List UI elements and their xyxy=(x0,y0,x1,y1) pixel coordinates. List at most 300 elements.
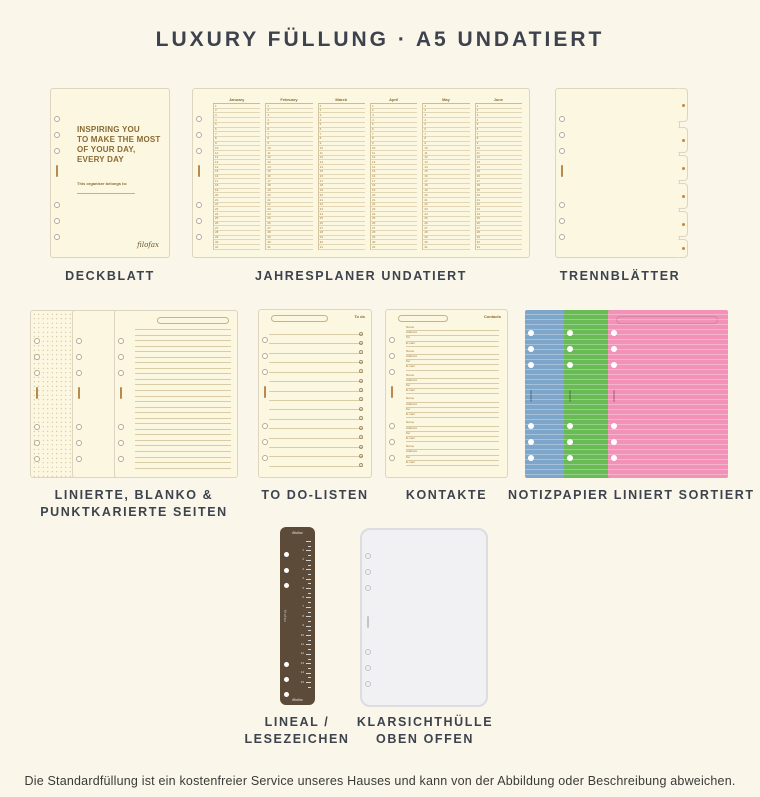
planner-day-number: 9 xyxy=(215,141,217,146)
ruler-number: 7 xyxy=(302,604,304,609)
ruled-line xyxy=(135,357,231,358)
planner-day-number: 22 xyxy=(424,202,428,207)
caption-trennblaetter: TRENNBLÄTTER xyxy=(559,269,681,283)
binder-hole xyxy=(528,423,534,429)
ruler-number: 14 xyxy=(300,670,304,675)
filofax-logo: filofax xyxy=(292,697,303,702)
ruled-line xyxy=(135,362,231,363)
planner-day-number: 11 xyxy=(371,150,376,155)
planner-day-number: 16 xyxy=(371,174,376,179)
binder-hole xyxy=(559,218,565,224)
binder-hole xyxy=(54,148,60,154)
planner-day-number: 25 xyxy=(319,216,323,221)
planner-day-number: 8 xyxy=(319,136,322,141)
contact-field-label: Tel xyxy=(406,406,410,411)
ruled-line xyxy=(135,335,231,336)
planner-day-number: 9 xyxy=(476,141,479,146)
planner-day-number: 3 xyxy=(424,112,426,117)
binder-hole xyxy=(567,362,573,368)
planner-day-number: 23 xyxy=(424,206,428,211)
binder-hole xyxy=(284,583,289,588)
ruled-line xyxy=(135,390,231,391)
ruled-line xyxy=(135,412,231,413)
contact-field-label: Name xyxy=(406,444,415,449)
planner-day-number: 27 xyxy=(476,225,480,230)
binder-hole xyxy=(54,132,60,138)
planner-day-number: 25 xyxy=(267,216,271,221)
planner-day-number: 29 xyxy=(319,235,323,240)
ruler-number: 3 xyxy=(302,566,304,571)
planner-month-header: June xyxy=(475,96,522,104)
ruled-line xyxy=(135,368,231,369)
planner-day-number: 30 xyxy=(267,239,271,244)
ruled-line xyxy=(135,451,231,452)
planner-day-number: 25 xyxy=(215,216,219,221)
contact-group xyxy=(406,445,499,469)
planner-rows xyxy=(475,104,522,250)
binder-hole xyxy=(262,423,268,429)
planner-day-number: 12 xyxy=(476,155,480,160)
ruler-number: 12 xyxy=(300,651,304,656)
ruled-line xyxy=(135,418,231,419)
planner-day-number: 27 xyxy=(215,225,219,230)
planner-day-number: 19 xyxy=(371,188,376,193)
planner-day-number: 21 xyxy=(476,197,480,202)
todo-check-circle xyxy=(359,388,363,392)
caption-line: LINIERTE, BLANKO & xyxy=(54,488,214,502)
binder-hole xyxy=(284,692,289,697)
ruled-line xyxy=(135,351,231,352)
spacer-dash xyxy=(198,165,200,177)
planner-month-column xyxy=(475,96,522,250)
planner-day-number: 22 xyxy=(319,202,323,207)
divider-tab xyxy=(678,127,688,153)
planner-day-row xyxy=(319,245,365,250)
binder-hole xyxy=(389,439,395,445)
binder-hole xyxy=(559,132,565,138)
planner-day-number: 20 xyxy=(319,192,323,197)
tab-dot xyxy=(682,195,685,198)
planner-day-number: 7 xyxy=(424,131,426,136)
planner-day-row xyxy=(266,245,312,250)
planner-day-number: 26 xyxy=(424,221,428,226)
contact-group xyxy=(406,326,499,350)
planner-day-number: 3 xyxy=(319,112,322,117)
planner-day-number: 2 xyxy=(215,108,217,113)
quote-line: TO MAKE THE MOST xyxy=(77,135,161,144)
planner-day-number: 12 xyxy=(215,155,219,160)
ruler-number: 10 xyxy=(300,632,304,637)
contact-group xyxy=(406,421,499,445)
owner-line: This organiser belongs to: xyxy=(77,181,128,186)
ruler-tick xyxy=(308,668,311,669)
planner-day-number: 26 xyxy=(371,221,376,226)
tab-dot xyxy=(682,139,685,142)
planner-day-number: 17 xyxy=(371,178,376,183)
binder-hole xyxy=(118,424,124,430)
planner-month-column xyxy=(422,96,469,250)
planner-day-number: 20 xyxy=(267,192,271,197)
planner-day-number: 27 xyxy=(424,225,428,230)
todo-line xyxy=(269,466,363,467)
filofax-logo: filofax xyxy=(292,530,303,535)
quote-line: EVERY DAY xyxy=(77,155,124,164)
planner-day-number: 11 xyxy=(267,150,271,155)
binder-hole xyxy=(611,362,617,368)
todo-line xyxy=(269,456,363,457)
page-title: LUXURY FÜLLUNG · A5 UNDATIERT xyxy=(155,28,605,51)
planner-day-number: 14 xyxy=(476,164,480,169)
planner-day-number: 12 xyxy=(267,155,271,160)
divider-tab xyxy=(678,211,688,237)
todo-line xyxy=(269,372,363,373)
planner-day-number: 21 xyxy=(371,197,376,202)
planner-day-number: 25 xyxy=(476,216,480,221)
planner-day-number: 23 xyxy=(371,206,376,211)
planner-day-number: 28 xyxy=(371,230,376,235)
planner-day-number: 19 xyxy=(424,188,428,193)
ruler-tick xyxy=(306,654,311,655)
planner-rows xyxy=(370,104,417,250)
ruler-tick xyxy=(308,583,311,584)
binder-hole xyxy=(34,424,40,430)
todo-check-circle xyxy=(359,454,363,458)
ruler-tick xyxy=(306,663,311,664)
binder-hole xyxy=(528,362,534,368)
ruler-tick xyxy=(306,626,311,627)
planner-day-number: 30 xyxy=(215,239,219,244)
planner-day-number: 2 xyxy=(319,108,322,113)
planner-day-row xyxy=(371,245,417,250)
todo-line xyxy=(269,438,363,439)
todo-check-circle xyxy=(359,426,363,430)
todo-line xyxy=(269,362,363,363)
planner-day-number: 24 xyxy=(476,211,480,216)
ruled-line xyxy=(135,407,231,408)
todo-check-circle xyxy=(359,360,363,364)
caption-line: LESEZEICHEN xyxy=(244,732,350,746)
planner-day-number: 17 xyxy=(319,178,323,183)
planner-day-number: 13 xyxy=(267,159,271,164)
planner-day-number: 30 xyxy=(319,239,323,244)
planner-day-number: 3 xyxy=(267,112,269,117)
planner-day-number: 15 xyxy=(319,169,323,174)
contact-row xyxy=(406,365,499,370)
tab-dot xyxy=(682,223,685,226)
contact-field-label: Name xyxy=(406,325,415,329)
planner-day-number: 4 xyxy=(319,117,322,122)
filofax-logo: filofax xyxy=(283,609,287,623)
todo-check-circle xyxy=(359,435,363,439)
ruled-line xyxy=(135,401,231,402)
planner-day-number: 6 xyxy=(424,127,426,132)
ruler-tick xyxy=(308,555,311,556)
planner-day-number: 14 xyxy=(215,164,219,169)
planner-day-number: 15 xyxy=(476,169,480,174)
binder-hole xyxy=(365,681,371,687)
contact-row xyxy=(406,437,499,442)
spacer-dash xyxy=(530,390,532,402)
binder-hole xyxy=(365,553,371,559)
binder-hole xyxy=(76,456,82,462)
contact-field-label: E-mail xyxy=(406,364,415,369)
contact-field-label: Tel xyxy=(406,430,410,435)
planner-month-header: May xyxy=(422,96,469,104)
spacer-dash xyxy=(56,165,58,177)
contact-field-label: Name xyxy=(406,396,415,401)
planner-day-number: 15 xyxy=(371,169,376,174)
planner-day-number: 21 xyxy=(319,197,323,202)
binder-hole xyxy=(284,552,289,557)
planner-day-number: 5 xyxy=(215,122,217,127)
planner-day-number: 31 xyxy=(424,244,428,249)
title-oval xyxy=(271,315,328,322)
ruled-line xyxy=(135,329,231,330)
divider-tab xyxy=(678,239,688,258)
spacer-dash xyxy=(569,390,571,402)
planner-rows xyxy=(265,104,312,250)
planner-day-number: 20 xyxy=(371,192,376,197)
binder-hole xyxy=(365,569,371,575)
planner-day-number: 2 xyxy=(424,108,426,113)
planner-day-number: 9 xyxy=(424,141,426,146)
planner-day-number: 14 xyxy=(319,164,323,169)
trennblaetter-page xyxy=(555,88,680,258)
planner-day-number: 24 xyxy=(215,211,219,216)
todo-check-circle xyxy=(359,379,363,383)
binder-hole xyxy=(389,353,395,359)
contact-field-label: Tel xyxy=(406,383,410,388)
planner-day-number: 29 xyxy=(371,235,376,240)
planner-day-number: 7 xyxy=(267,131,269,136)
contact-field-label: E-mail xyxy=(406,435,415,440)
planner-columns xyxy=(213,96,522,250)
binder-hole xyxy=(54,202,60,208)
planner-day-number: 30 xyxy=(424,239,428,244)
title-oval xyxy=(398,315,448,322)
binder-hole xyxy=(284,677,289,682)
planner-day-number: 6 xyxy=(371,127,374,132)
binder-hole xyxy=(567,346,573,352)
planner-day-number: 5 xyxy=(267,122,269,127)
binder-hole xyxy=(528,455,534,461)
planner-day-number: 24 xyxy=(267,211,271,216)
ruler-tick xyxy=(306,588,311,589)
owner-rule xyxy=(77,193,135,194)
todo-page xyxy=(258,309,372,478)
planner-day-number: 31 xyxy=(476,244,480,249)
planner-day-number: 23 xyxy=(476,206,480,211)
planner-day-number: 27 xyxy=(371,225,376,230)
planner-day-number: 30 xyxy=(476,239,480,244)
spacer-dash xyxy=(561,165,563,177)
ruled-line xyxy=(135,384,231,385)
ruler-tick xyxy=(308,565,311,566)
deckblatt-quote xyxy=(77,125,161,165)
planner-day-number: 26 xyxy=(476,221,480,226)
planner-day-number: 8 xyxy=(371,136,374,141)
contact-field-label: Name xyxy=(406,348,415,353)
planner-day-number: 11 xyxy=(424,150,428,155)
quote-line: OF YOUR DAY, xyxy=(77,145,136,154)
ruler-tick xyxy=(308,687,311,688)
spacer-dash xyxy=(264,386,266,398)
planner-day-number: 10 xyxy=(424,145,428,150)
kontakte-header: Contacts xyxy=(483,314,501,319)
ruled-line xyxy=(135,429,231,430)
planner-day-number: 5 xyxy=(476,122,479,127)
planner-day-number: 1 xyxy=(319,103,322,108)
planner-day-number: 6 xyxy=(267,127,269,132)
planner-day-number: 27 xyxy=(319,225,323,230)
binder-hole xyxy=(54,218,60,224)
planner-day-number: 22 xyxy=(215,202,219,207)
planner-day-number: 12 xyxy=(319,155,323,160)
planner-day-number: 12 xyxy=(424,155,428,160)
kontakte-page xyxy=(385,309,508,478)
planner-day-number: 7 xyxy=(319,131,322,136)
spacer-dash xyxy=(391,386,393,398)
planner-day-number: 10 xyxy=(371,145,376,150)
planner-month-column xyxy=(318,96,365,250)
planner-month-column xyxy=(370,96,417,250)
caption-line: KLARSICHTHÜLLE xyxy=(356,715,494,729)
filofax-logo: filofax xyxy=(137,241,159,249)
ruler-tick xyxy=(308,546,311,547)
planner-day-number: 10 xyxy=(215,145,219,150)
contact-field-label: Tel xyxy=(406,359,410,364)
ruler-tick xyxy=(308,612,311,613)
planner-day-number: 21 xyxy=(267,197,271,202)
planner-day-number: 17 xyxy=(476,178,480,183)
tab-dot xyxy=(682,247,685,250)
planner-day-number: 28 xyxy=(215,230,219,235)
binder-hole xyxy=(528,330,534,336)
todo-line xyxy=(269,400,363,401)
binder-hole xyxy=(567,330,573,336)
planner-day-number: 13 xyxy=(371,159,376,164)
planner-day-row xyxy=(476,245,522,250)
binder-hole xyxy=(196,234,202,240)
planner-day-number: 8 xyxy=(215,136,217,141)
planner-day-number: 28 xyxy=(476,230,480,235)
ruler-tick xyxy=(306,541,311,542)
contact-field-label: Address xyxy=(406,354,418,359)
planner-day-number: 5 xyxy=(424,122,426,127)
planner-rows xyxy=(213,104,260,250)
binder-hole xyxy=(567,423,573,429)
contact-groups xyxy=(406,326,499,469)
planner-day-row xyxy=(423,245,469,250)
binder-hole xyxy=(389,455,395,461)
binder-hole xyxy=(118,440,124,446)
spacer-dash xyxy=(367,616,369,628)
todo-line xyxy=(269,419,363,420)
planner-day-number: 31 xyxy=(319,244,323,249)
binder-hole xyxy=(611,423,617,429)
planner-day-number: 4 xyxy=(215,117,217,122)
caption-deckblatt: DECKBLATT xyxy=(65,269,155,283)
planner-day-number: 24 xyxy=(424,211,428,216)
ruler-number: 1 xyxy=(302,547,304,552)
planner-day-number: 14 xyxy=(371,164,376,169)
planner-day-number: 18 xyxy=(424,183,428,188)
planner-day-number: 26 xyxy=(319,221,323,226)
planner-day-number: 19 xyxy=(476,188,480,193)
planner-day-number: 6 xyxy=(319,127,322,132)
spacer-dash xyxy=(36,387,38,399)
planner-day-number: 5 xyxy=(319,122,322,127)
planner-month-header: February xyxy=(265,96,312,104)
planner-day-number: 7 xyxy=(476,131,479,136)
planner-day-number: 12 xyxy=(371,155,376,160)
planner-day-number: 3 xyxy=(371,112,374,117)
planner-day-number: 17 xyxy=(215,178,219,183)
todo-check-circle xyxy=(359,416,363,420)
planner-day-number: 4 xyxy=(424,117,426,122)
ruled-line xyxy=(135,462,231,463)
binder-hole xyxy=(365,649,371,655)
binder-hole xyxy=(196,116,202,122)
divider-tab xyxy=(678,88,688,122)
planner-day-number: 1 xyxy=(371,103,374,108)
planner-month-header: April xyxy=(370,96,417,104)
todo-check-circle xyxy=(359,341,363,345)
binder-hole xyxy=(76,424,82,430)
contact-row xyxy=(406,389,499,394)
binder-hole xyxy=(76,440,82,446)
binder-hole xyxy=(365,665,371,671)
todo-line xyxy=(269,409,363,410)
planner-day-number: 6 xyxy=(215,127,217,132)
planner-day-number: 16 xyxy=(424,174,428,179)
planner-day-number: 13 xyxy=(215,159,219,164)
contact-row xyxy=(406,342,499,347)
contact-field-label: E-mail xyxy=(406,412,415,417)
spacer-dash xyxy=(120,387,122,399)
binder-hole xyxy=(262,369,268,375)
planner-day-number: 9 xyxy=(267,141,269,146)
planner-day-number: 15 xyxy=(424,169,428,174)
planner-day-number: 16 xyxy=(476,174,480,179)
planner-day-number: 25 xyxy=(424,216,428,221)
planner-day-number: 3 xyxy=(215,112,217,117)
binder-hole xyxy=(196,202,202,208)
contact-field-label: Address xyxy=(406,330,418,335)
planner-day-row xyxy=(214,245,260,250)
binder-hole xyxy=(528,439,534,445)
tab-dot xyxy=(682,104,685,107)
planner-day-number: 23 xyxy=(215,206,219,211)
binder-hole xyxy=(118,370,124,376)
ruler-tick xyxy=(308,630,311,631)
caption-kontakte: KONTAKTE xyxy=(405,488,488,502)
binder-hole xyxy=(389,369,395,375)
planner-day-number: 28 xyxy=(424,230,428,235)
planner-day-number: 10 xyxy=(267,145,271,150)
planner-day-number: 24 xyxy=(371,211,376,216)
contact-field-label: Name xyxy=(406,420,415,425)
binder-hole xyxy=(284,568,289,573)
ruler-number: 9 xyxy=(302,623,304,628)
todo-check-circle xyxy=(359,397,363,401)
planner-day-number: 4 xyxy=(476,117,479,122)
binder-hole xyxy=(196,132,202,138)
binder-hole xyxy=(76,338,82,344)
contact-row xyxy=(406,413,499,418)
ruler-tick xyxy=(306,560,311,561)
planner-day-number: 19 xyxy=(267,188,271,193)
